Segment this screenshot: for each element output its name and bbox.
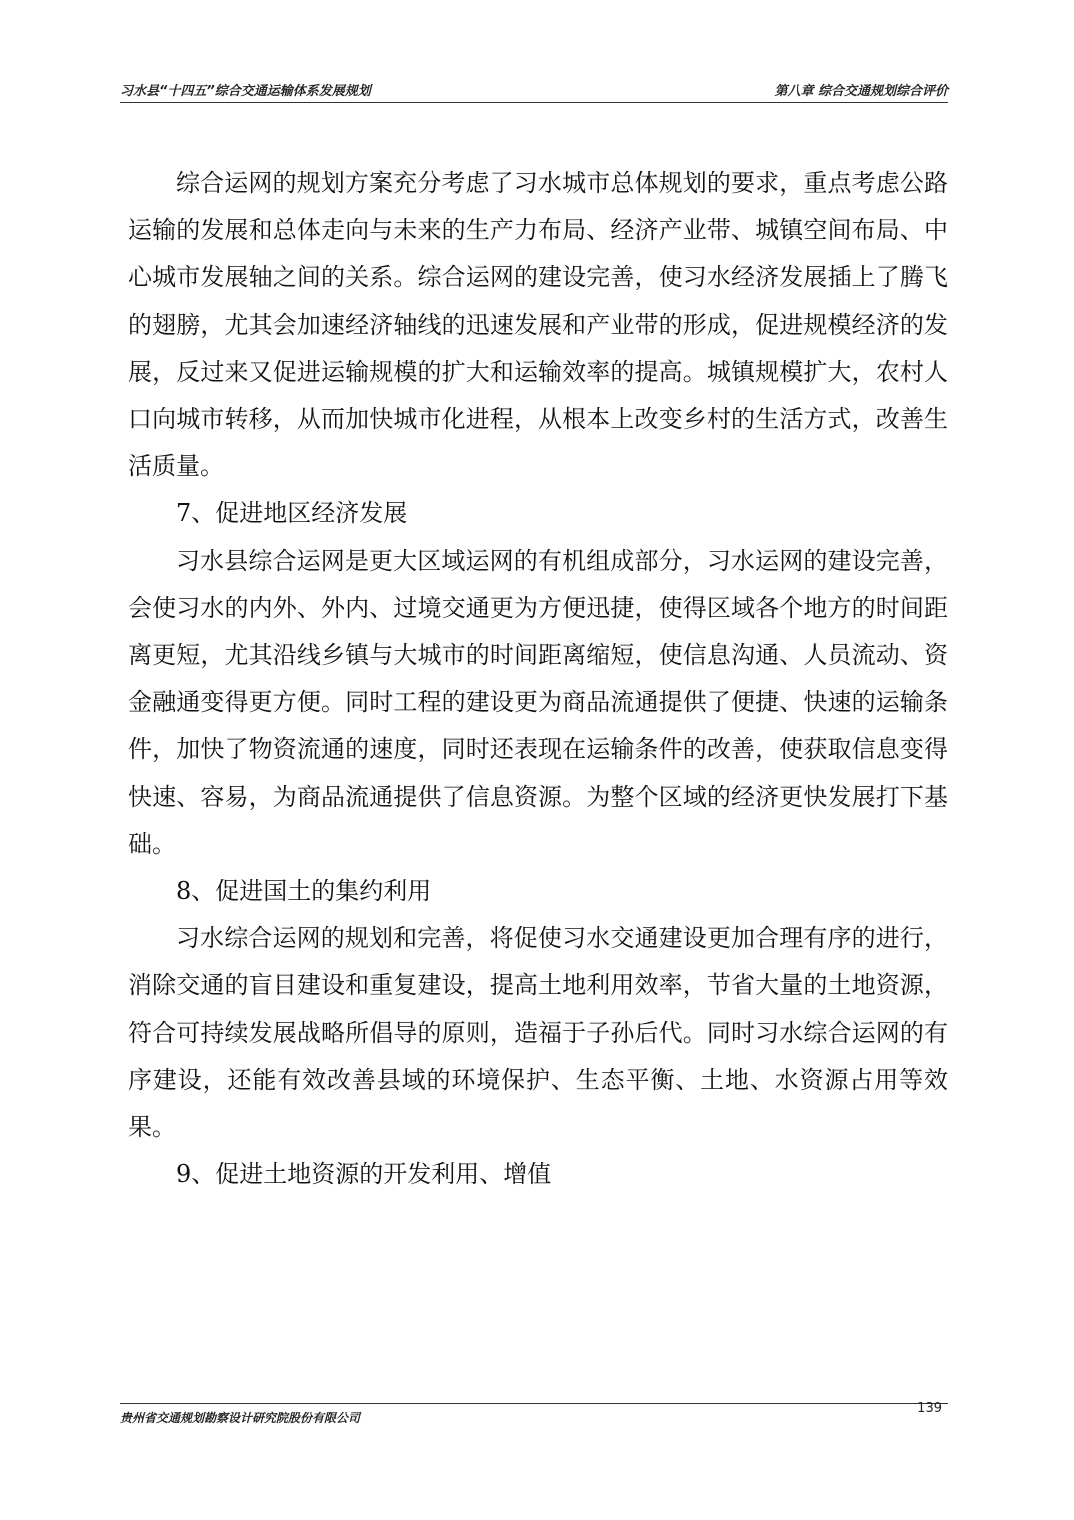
section-heading-9: 9、促进土地资源的开发利用、增值 <box>176 1160 552 1189</box>
body-paragraph-2: 习水县综合运网是更大区域运网的有机组成部分，习水运网的建设完善，会使习水的内外、外内、过境交通更为方便迅捷，使得区域各个地方的时间距离更短，尤其沿线乡镇与大城市的时间距离缩短，使信息沟通、人员流动、资金融通变得更方便。同时工程的建设更为商品流通提供了便捷、快速的运输条件，加快了物资流通的速度，同时还表现在运输条件的改善，使获取信息变得快速、容易，为商品流通提供了信息资源。为整个区域的经济更快发展打下基础。 <box>128 546 948 858</box>
header-chapter-title: 第八章 综合交通规划综合评价 <box>774 84 948 99</box>
page-body <box>128 160 948 1198</box>
page-number: 139 <box>917 1401 942 1416</box>
header-document-title: 习水县“十四五”综合交通运输体系发展规划 <box>120 84 371 99</box>
page-header <box>120 76 948 103</box>
section-heading-7: 7、促进地区经济发展 <box>176 499 408 528</box>
footer-organization: 贵州省交通规划勘察设计研究院股份有限公司 <box>120 1411 361 1425</box>
body-paragraph-1: 综合运网的规划方案充分考虑了习水城市总体规划的要求，重点考虑公路运输的发展和总体走向与未来的生产力布局、经济产业带、城镇空间布局、中心城市发展轴之间的关系。综合运网的建设完善，使习水经济发展插上了腾飞的翅膀，尤其会加速经济轴线的迅速发展和产业带的形成，促进规模经济的发展，反过来又促进运输规模的扩大和运输效率的提高。城镇规模扩大，农村人口向城市转移，从而加快城市化进程，从根本上改变乡村的生活方式，改善生活质量。 <box>128 169 948 481</box>
body-paragraph-3: 习水综合运网的规划和完善，将促使习水交通建设更加合理有序的进行，消除交通的盲目建设和重复建设，提高土地利用效率，节省大量的土地资源，符合可持续发展战略所倡导的原则，造福于子孙后代。同时习水综合运网的有序建设，还能有效改善县域的环境保护、生态平衡、土地、水资源占用等效果。 <box>128 924 948 1142</box>
section-heading-8: 8、促进国土的集约利用 <box>176 877 432 906</box>
page-footer <box>120 1403 948 1428</box>
